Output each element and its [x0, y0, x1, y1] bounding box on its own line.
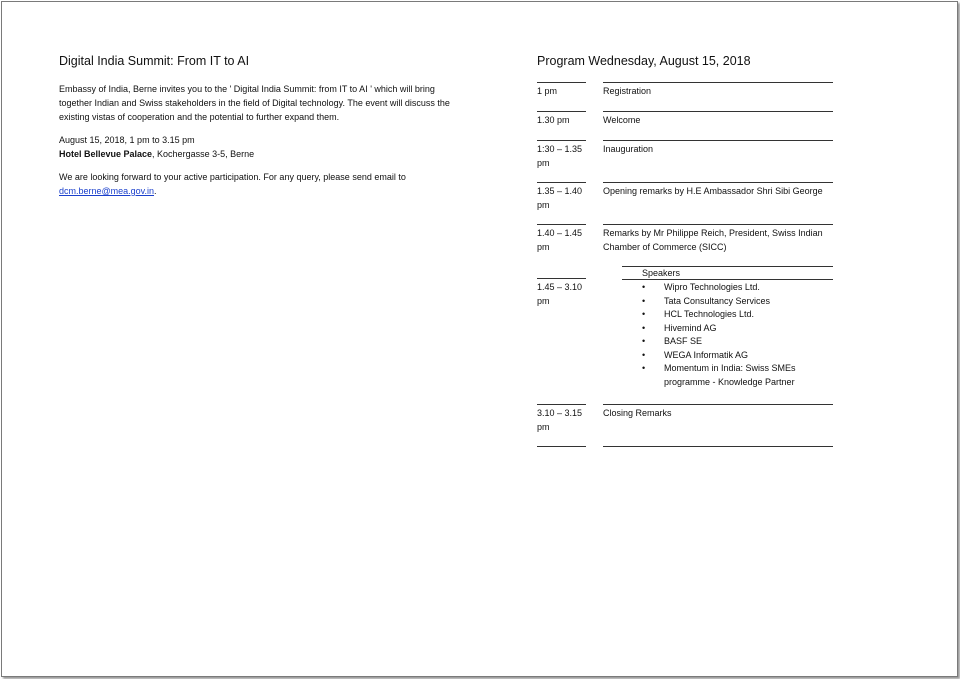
speakers-time: 1.45 – 3.10 pm [537, 282, 583, 306]
invitation-title: Digital India Summit: From IT to AI [59, 54, 250, 68]
speakers-heading: Speakers [642, 268, 681, 278]
closing-activity: Closing Remarks [603, 408, 672, 418]
contact-text: We are looking forward to your active participation. For any query, please send email to [59, 172, 406, 182]
closing-time: 3.10 – 3.15 pm [537, 408, 583, 432]
row-rule-activity [603, 182, 833, 183]
invitation-intro: Embassy of India, Berne invites you to the ' Digital India Summit: from IT to AI ' which will bring together Indian and Swiss stakeholders in the field of Digital technology. The event will discuss the existing vistas of cooperation and the potential to further expand them. [59, 84, 450, 122]
speaker-item: • Wipro Technologies Ltd. [642, 281, 807, 295]
row-rule-activity [603, 224, 833, 225]
speaker-item: • Momentum in India: Swiss SMEs programme - Knowledge Partner [642, 362, 807, 389]
speaker-item: • Tata Consultancy Services [642, 295, 807, 309]
event-details [59, 133, 459, 161]
contact-paragraph [59, 170, 459, 198]
row-rule-time [537, 140, 586, 141]
program-time: 1.30 pm [537, 115, 570, 125]
program-table [537, 82, 837, 448]
email-suffix: . [154, 186, 157, 196]
program-time: 1.35 – 1.40 pm [537, 186, 583, 210]
program-time: 1.40 – 1.45 pm [537, 228, 583, 252]
program-activity: Registration [603, 86, 652, 96]
speaker-item: • BASF SE [642, 335, 807, 349]
venue-address: , Kochergasse 3-5, Berne [152, 149, 255, 159]
program-time: 1:30 – 1.35 pm [537, 144, 583, 168]
row-rule-time [537, 404, 586, 405]
table-bottom-rule-time [537, 446, 586, 447]
row-rule-time [537, 224, 586, 225]
document-page [1, 1, 958, 677]
speaker-item: • WEGA Informatik AG [642, 349, 807, 363]
program-title: Program Wednesday, August 15, 2018 [537, 54, 751, 68]
email-link[interactable]: dcm.berne@mea.gov.in [59, 186, 155, 196]
row-rule-time [537, 182, 586, 183]
program-activity: Opening remarks by H.E Ambassador Shri Sibi George [603, 186, 823, 196]
row-rule-activity [603, 82, 833, 83]
speaker-item: • HCL Technologies Ltd. [642, 308, 807, 322]
speakers-list [642, 281, 807, 389]
row-rule-activity [603, 140, 833, 141]
row-rule-time [537, 82, 586, 83]
venue-name: Hotel Bellevue Palace [59, 149, 153, 159]
program-activity: Inauguration [603, 144, 654, 154]
program-activity: Welcome [603, 115, 641, 125]
program-time: 1 pm [537, 86, 558, 96]
speaker-item: • Hivemind AG [642, 322, 807, 336]
row-rule-activity [603, 404, 833, 405]
row-rule-time [537, 278, 586, 279]
row-rule-time [537, 111, 586, 112]
table-bottom-rule-activity [603, 446, 833, 447]
event-date-time: August 15, 2018, 1 pm to 3.15 pm [59, 135, 195, 145]
program-section [537, 54, 837, 448]
row-rule-activity [603, 111, 833, 112]
invitation-section [59, 54, 459, 205]
program-activity: Remarks by Mr Philippe Reich, President, Swiss Indian Chamber of Commerce (SICC) [603, 228, 823, 252]
